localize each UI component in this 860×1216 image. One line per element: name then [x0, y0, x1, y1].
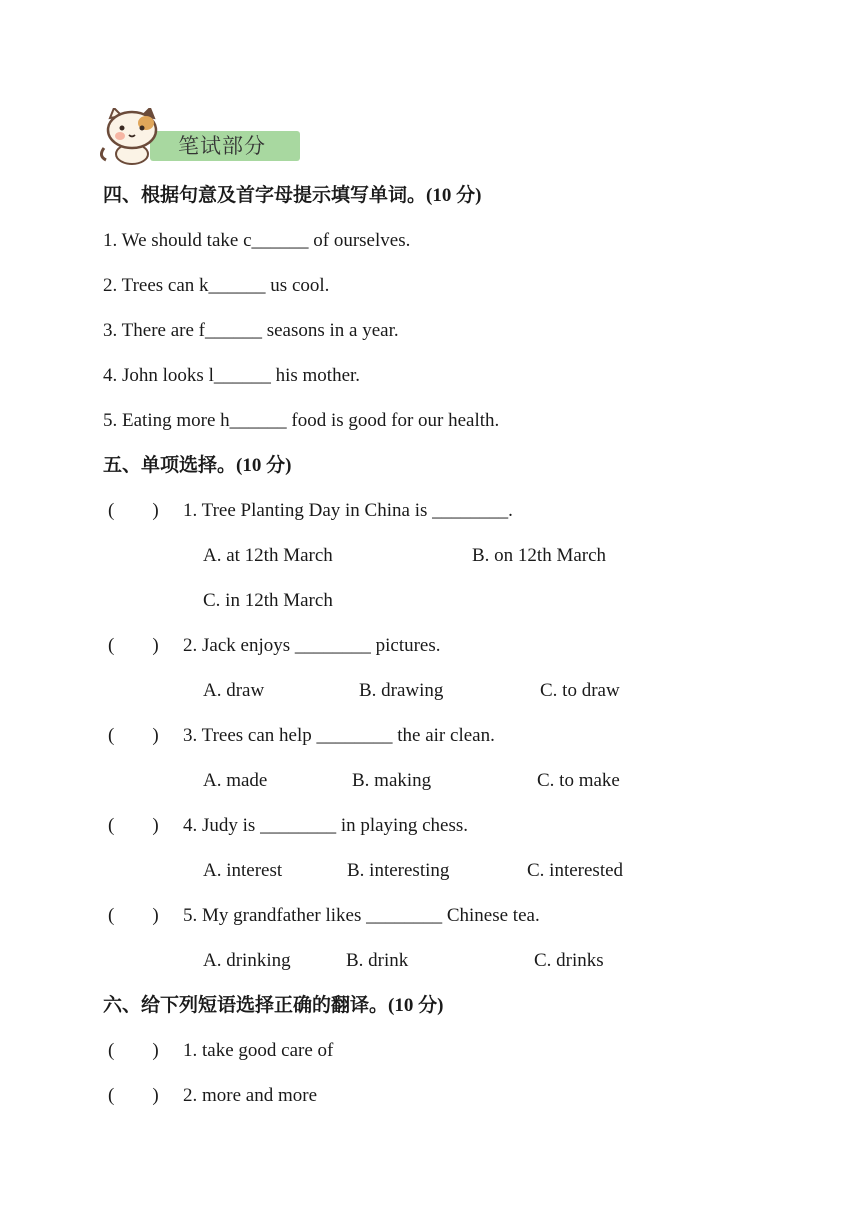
question-stem-1: 1. Tree Planting Day in China is ________. [183, 500, 513, 521]
question-stem-4: 4. Judy is ________ in playing chess. [183, 815, 468, 836]
option-q4-b: B. interesting [347, 860, 450, 881]
answer-paren-q3[interactable]: ( ) [108, 725, 159, 746]
answer-paren-q1[interactable]: ( ) [108, 500, 159, 521]
fill-blank-item-5: 5. Eating more h______ food is good for our health. [103, 410, 500, 431]
option-q1-c: C. in 12th March [203, 590, 333, 611]
section6-heading: 六、给下列短语选择正确的翻译。(10 分) [103, 995, 444, 1016]
answer-paren-q5[interactable]: ( ) [108, 905, 159, 926]
option-q2-a: A. draw [203, 680, 265, 701]
option-q4-a: A. interest [203, 860, 283, 881]
option-q3-c: C. to make [537, 770, 620, 791]
section5-heading: 五、单项选择。(10 分) [103, 455, 292, 476]
badge-label: 笔试部分 [178, 134, 266, 158]
question-stem-3: 3. Trees can help ________ the air clean. [183, 725, 495, 746]
fill-blank-item-4: 4. John looks l______ his mother. [103, 365, 361, 386]
phrase-item-1: 1. take good care of [183, 1040, 334, 1061]
phrase-item-2: 2. more and more [183, 1085, 318, 1106]
option-q5-b: B. drink [346, 950, 409, 971]
option-q3-a: A. made [203, 770, 268, 791]
option-q5-a: A. drinking [203, 950, 291, 971]
section-badge [104, 108, 300, 166]
question-stem-2: 2. Jack enjoys ________ pictures. [183, 635, 441, 656]
option-q2-c: C. to draw [540, 680, 620, 701]
option-q5-c: C. drinks [534, 950, 604, 971]
fill-blank-item-1: 1. We should take c______ of ourselves. [103, 230, 411, 251]
cat-mascot-icon [100, 108, 164, 166]
option-q1-b: B. on 12th March [472, 545, 607, 566]
fill-blank-item-3: 3. There are f______ seasons in a year. [103, 320, 399, 341]
option-q4-c: C. interested [527, 860, 624, 881]
option-q3-b: B. making [352, 770, 432, 791]
question-stem-5: 5. My grandfather likes ________ Chinese tea. [183, 905, 540, 926]
section4-heading: 四、根据句意及首字母提示填写单词。(10 分) [103, 185, 482, 206]
option-q1-a: A. at 12th March [203, 545, 333, 566]
answer-paren-s6-1[interactable]: ( ) [108, 1040, 159, 1061]
answer-paren-q2[interactable]: ( ) [108, 635, 159, 656]
answer-paren-s6-2[interactable]: ( ) [108, 1085, 159, 1106]
answer-paren-q4[interactable]: ( ) [108, 815, 159, 836]
option-q2-b: B. drawing [359, 680, 444, 701]
fill-blank-item-2: 2. Trees can k______ us cool. [103, 275, 330, 296]
